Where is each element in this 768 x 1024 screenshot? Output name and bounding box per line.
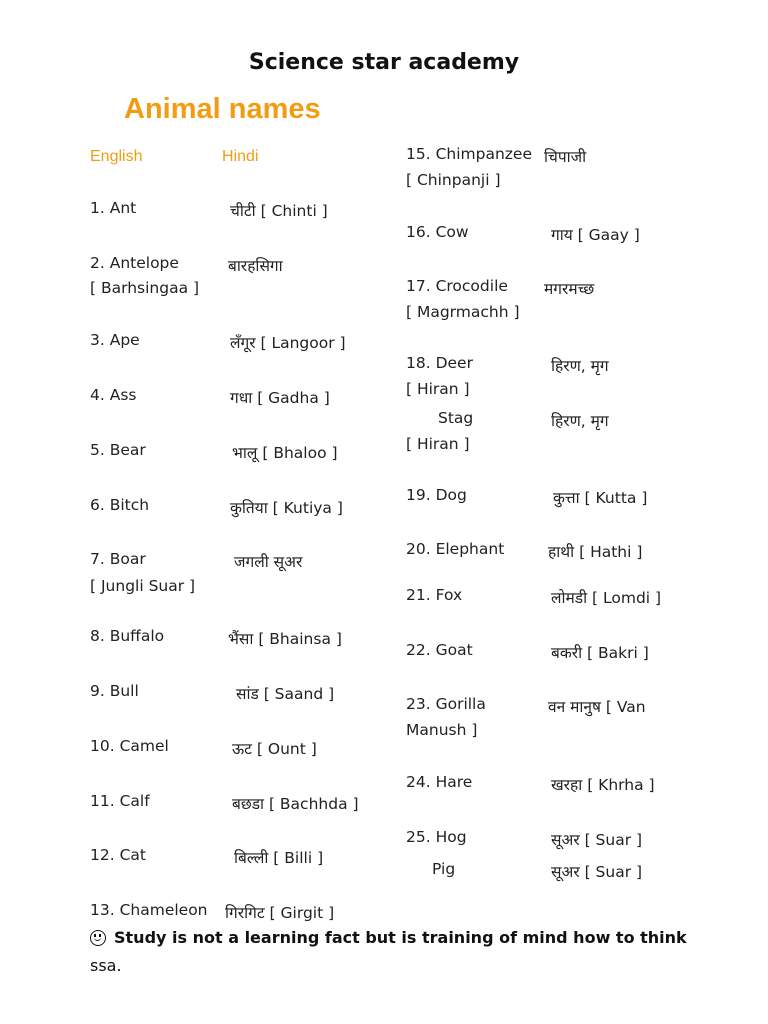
animal-hindi: ऊट [ Ount ] xyxy=(232,740,317,758)
animal-hindi: कुत्ता [ Kutta ] xyxy=(553,489,648,507)
animal-hindi: गिरगिट [ Girgit ] xyxy=(225,904,335,922)
animal-hindi: बारहसिगा xyxy=(228,257,283,275)
animal-hindi: गधा [ Gadha ] xyxy=(230,389,330,407)
animal-english: 2. Antelope xyxy=(90,254,179,272)
animal-english: Pig xyxy=(432,860,456,878)
animal-english: 15. Chimpanzee xyxy=(406,145,532,163)
animal-english: 11. Calf xyxy=(90,792,150,810)
animal-transliteration: [ Barhsingaa ] xyxy=(90,279,200,297)
animal-hindi: चिपाजी xyxy=(544,148,587,166)
column-header-english: English xyxy=(90,148,143,165)
animal-transliteration: [ Jungli Suar ] xyxy=(90,577,196,595)
animal-transliteration: [ Chinpanji ] xyxy=(406,171,501,189)
animal-hindi: हाथी [ Hathi ] xyxy=(548,543,643,561)
animal-transliteration: [ Magrmachh ] xyxy=(406,303,520,321)
footer-quote xyxy=(90,928,687,947)
section-heading: Animal names xyxy=(124,93,321,125)
animal-hindi: भैंसा [ Bhainsa ] xyxy=(228,630,342,648)
animal-english: 18. Deer xyxy=(406,354,473,372)
animal-hindi: बिल्ली [ Billi ] xyxy=(234,849,324,867)
animal-english: 7. Boar xyxy=(90,550,146,568)
animal-transliteration: Manush ] xyxy=(406,721,478,739)
animal-english: 12. Cat xyxy=(90,846,146,864)
animal-english: 8. Buffalo xyxy=(90,627,165,645)
animal-transliteration: [ Hiran ] xyxy=(406,380,470,398)
animal-hindi: लोमडी [ Lomdi ] xyxy=(551,589,662,607)
footer-quote-text: Study is not a learning fact but is training of mind how to think xyxy=(114,928,687,947)
animal-english: 1. Ant xyxy=(90,199,137,217)
animal-transliteration: [ Hiran ] xyxy=(406,435,470,453)
animal-english: 20. Elephant xyxy=(406,540,505,558)
animal-hindi: सूअर [ Suar ] xyxy=(551,863,643,881)
animal-english: 22. Goat xyxy=(406,641,473,659)
animal-hindi: कुतिया [ Kutiya ] xyxy=(230,499,343,517)
animal-hindi: हिरण, मृग xyxy=(551,412,609,430)
animal-english: 21. Fox xyxy=(406,586,463,604)
animal-hindi: बछडा [ Bachhda ] xyxy=(232,795,359,813)
animal-english: 25. Hog xyxy=(406,828,467,846)
animal-hindi: सांड [ Saand ] xyxy=(236,685,335,703)
animal-hindi: हिरण, मृग xyxy=(551,357,609,375)
animal-english: 24. Hare xyxy=(406,773,473,791)
animal-english: 16. Cow xyxy=(406,223,469,241)
animal-english: 23. Gorilla xyxy=(406,695,486,713)
animal-hindi: वन मानुष [ Van xyxy=(548,698,646,716)
animal-hindi: लँगूर [ Langoor ] xyxy=(230,334,346,352)
animal-english: 4. Ass xyxy=(90,386,137,404)
animal-hindi: बकरी [ Bakri ] xyxy=(551,644,649,662)
animal-english: 9. Bull xyxy=(90,682,139,700)
animal-english: 17. Crocodile xyxy=(406,277,508,295)
animal-english: 19. Dog xyxy=(406,486,467,504)
smiley-icon xyxy=(90,930,106,946)
animal-hindi: मगरमच्छ xyxy=(544,280,595,298)
animal-english: 5. Bear xyxy=(90,441,146,459)
page-title: Science star academy xyxy=(248,50,520,75)
animal-hindi: गाय [ Gaay ] xyxy=(551,226,640,244)
animal-hindi: सूअर [ Suar ] xyxy=(551,831,643,849)
footer-signature: ssa. xyxy=(90,956,122,975)
animal-english: 13. Chameleon xyxy=(90,901,208,919)
animal-hindi: चीटी [ Chinti ] xyxy=(230,202,328,220)
animal-english: 6. Bitch xyxy=(90,496,150,514)
animal-hindi: भालू [ Bhaloo ] xyxy=(232,444,338,462)
animal-english: Stag xyxy=(438,409,474,427)
animal-hindi: खरहा [ Khrha ] xyxy=(551,776,655,794)
animal-hindi: जगली सूअर xyxy=(234,553,303,571)
column-header-hindi: Hindi xyxy=(222,148,259,165)
animal-english: 3. Ape xyxy=(90,331,140,349)
animal-english: 10. Camel xyxy=(90,737,169,755)
